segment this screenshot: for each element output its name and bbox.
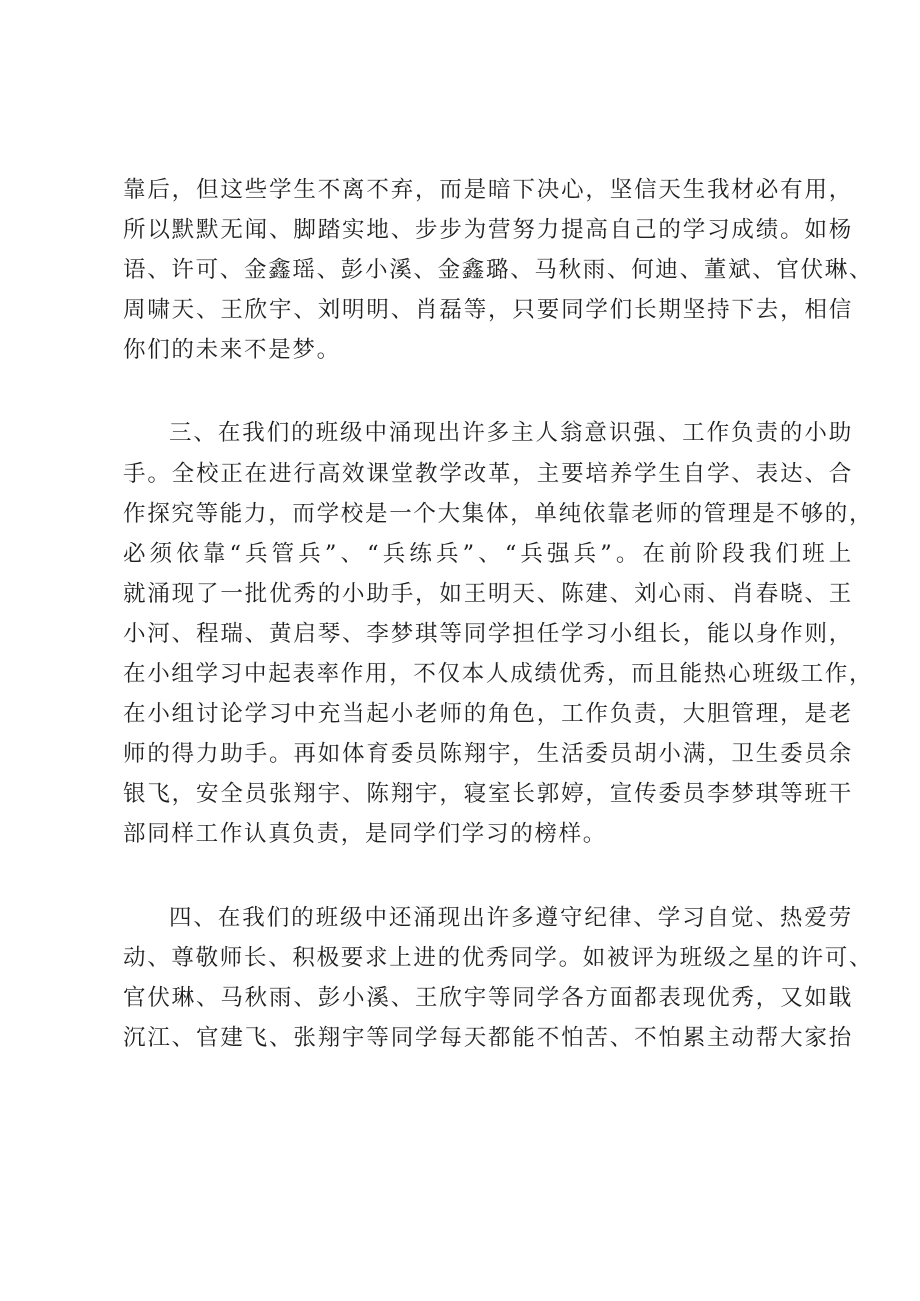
text-line: 小河、程瑞、黄启琴、李梦琪等同学担任学习小组长，能以身作则， bbox=[123, 620, 853, 647]
paragraph-gap bbox=[123, 370, 853, 413]
text-line: 部同样工作认真负责，是同学们学习的榜样。 bbox=[123, 821, 608, 848]
text-line: 周啸天、王欣宇、刘明明、肖磊等，只要同学们长期坚持下去，相信 bbox=[123, 297, 853, 324]
text-line: 三、在我们的班级中涌现出许多主人翁意识强、工作负责的小助 bbox=[169, 420, 853, 447]
paragraph bbox=[123, 413, 874, 854]
text-line: 在小组讨论学习中充当起小老师的角色，工作负责，大胆管理，是老 bbox=[123, 701, 853, 728]
text-line: 语、许可、金鑫瑶、彭小溪、金鑫璐、马秋雨、何迪、董斌、官伏琳、 bbox=[123, 257, 874, 284]
paragraph-gap bbox=[123, 855, 853, 898]
text-line: 四、在我们的班级中还涌现出许多遵守纪律、学习自觉、热爱劳 bbox=[169, 904, 853, 931]
text-line: 必须依靠“兵管兵”、“兵练兵”、“兵强兵”。在前阶段我们班上 bbox=[123, 540, 853, 567]
text-line: 作探究等能力，而学校是一个大集体，单纯依靠老师的管理是不够的， bbox=[123, 500, 874, 527]
text-line: 手。全校正在进行高效课堂教学改革，主要培养学生自学、表达、合 bbox=[123, 460, 853, 487]
text-line: 动、尊敬师长、积极要求上进的优秀同学。如被评为班级之星的许可、 bbox=[123, 944, 874, 971]
text-line: 在小组学习中起表率作用，不仅本人成绩优秀，而且能热心班级工作， bbox=[123, 661, 874, 688]
paragraph bbox=[123, 170, 874, 370]
document-body bbox=[123, 170, 874, 1058]
text-line: 所以默默无闻、脚踏实地、步步为营努力提高自己的学习成绩。如杨 bbox=[123, 217, 853, 244]
text-line: 沉江、官建飞、张翔宇等同学每天都能不怕苦、不怕累主动帮大家抬 bbox=[123, 1024, 853, 1051]
paragraph bbox=[123, 898, 874, 1058]
text-line: 官伏琳、马秋雨、彭小溪、王欣宇等同学各方面都表现优秀，又如戢 bbox=[123, 984, 853, 1011]
text-line: 银飞，安全员张翔宇、陈翔宇，寝室长郭婷，宣传委员李梦琪等班干 bbox=[123, 781, 853, 808]
text-line: 就涌现了一批优秀的小助手，如王明天、陈建、刘心雨、肖春晓、王 bbox=[123, 580, 853, 607]
text-line: 师的得力助手。再如体育委员陈翔宇，生活委员胡小满，卫生委员余 bbox=[123, 741, 853, 768]
text-line: 你们的未来不是梦。 bbox=[123, 337, 341, 364]
text-line: 靠后，但这些学生不离不弃，而是暗下决心，坚信天生我材必有用， bbox=[123, 177, 853, 203]
